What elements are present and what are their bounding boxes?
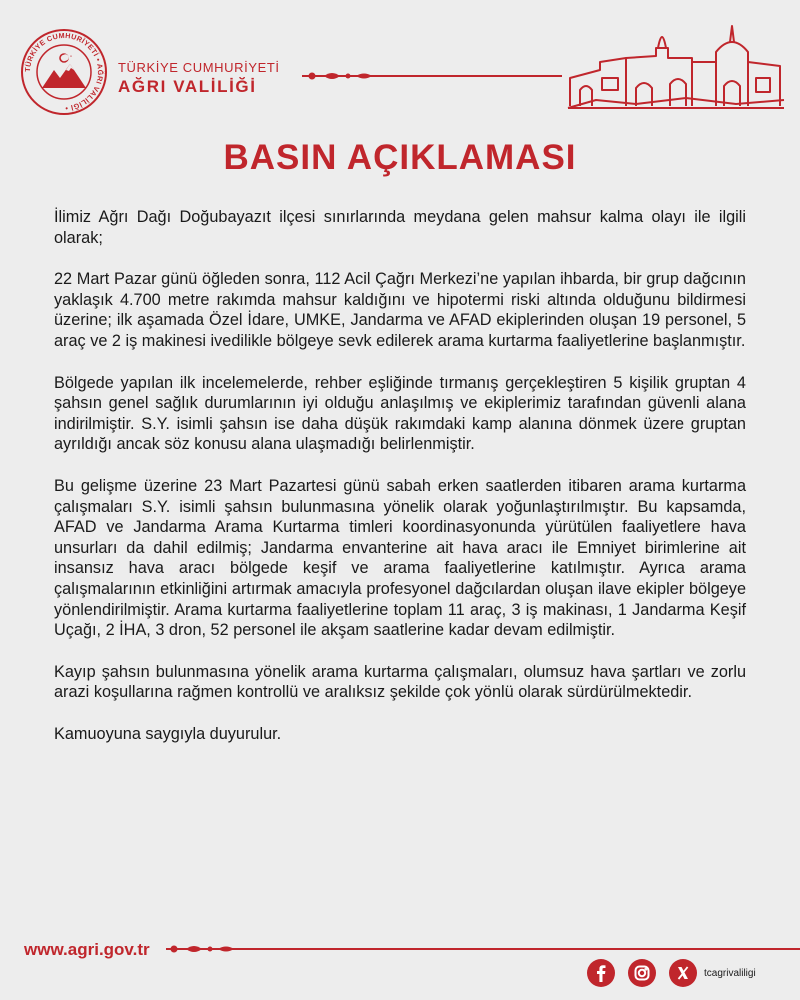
paragraph-incident-report: 22 Mart Pazar günü öğleden sonra, 112 Acil Çağrı Merkezi’ne yapılan ihbarda, bir grup dağcının yaklaşık 4.700 metre rakımda mahsur kaldığını ve hipotermi riski altında olduğunu bildirmesi üzerine; ilk aşamada Özel İdare, UMKE, Jandarma ve AFAD ekiplerinden oluşan 19 personel, 5 araç ve 2 iş makinesi ivedilikle bölgeye sevk edilerek arama kurtarma faaliyetlerine başlanmıştır. (54, 270, 746, 350)
ishak-pasha-palace-illustration (566, 18, 788, 112)
header-ornament-line (302, 66, 562, 86)
paragraph-closing: Kamuoyuna saygıyla duyurulur. (54, 724, 282, 743)
organization-name (118, 60, 280, 97)
footer (0, 930, 800, 1000)
social-handle: tcagrivaliligi (704, 968, 756, 979)
letterhead (0, 0, 800, 125)
footer-ornament-line (166, 939, 800, 959)
paragraph-initial-findings: Bölgede yapılan ilk incelemelerde, rehber eşliğinde tırmanış gerçekleştiren 5 kişilik gruptan 4 şahsın genel sağlık durumlarının iyi olduğu anlaşılmış ve ekiplerimiz tarafından güvenli alana indirilmiştir. S.Y. isimli şahsın ise daha düşük rakımdaki kamp alanına dönmek üzere gruptan ayrıldığı ancak söz konusu alana ulaşmadığı belirlenmiştir. (54, 373, 746, 454)
svg-text:TÜRKİYE CUMHURİYETİ • AĞRI VAL: TÜRKİYE CUMHURİYETİ • AĞRI VALİLİĞİ • (22, 30, 106, 114)
instagram-icon[interactable] (628, 959, 656, 987)
document-title: BASIN AÇIKLAMASI (223, 138, 577, 177)
press-release-body (54, 207, 746, 765)
paragraph-intro: İlimiz Ağrı Dağı Doğubayazıt ilçesi sınırlarında meydana gelen mahsur kalma olayı ile ilgili olarak; (54, 208, 746, 247)
website-link[interactable]: www.agri.gov.tr (24, 940, 150, 959)
governorship-seal (20, 28, 108, 116)
org-line-country: TÜRKİYE CUMHURİYETİ (118, 60, 280, 75)
facebook-icon[interactable] (587, 959, 615, 987)
x-icon[interactable] (669, 959, 697, 987)
paragraph-ongoing-search: Kayıp şahsın bulunmasına yönelik arama kurtarma çalışmaları, olumsuz hava şartları ve zorlu arazi koşullarına rağmen kontrollü ve aralıksız şekilde çok yönlü olarak sürdürülmektedir. (54, 662, 746, 702)
paragraph-search-operations: Bu gelişme üzerine 23 Mart Pazartesi günü sabah erken saatlerden itibaren arama kurtarma çalışmaları S.Y. isimli şahsın bulunmasına yönelik olarak yoğunlaştırılmıştır. Bu kapsamda, AFAD ve Jandarma Arama Kurtarma timleri koordinasyonunda yürütülen faaliyetlere hava unsurları da dahil edilmiş; Jandarma envanterine ait hava aracı ile Emniyet birimlerine ait insansız hava aracı bölgede keşif ve arama faaliyetlerine katılmıştır. Ayrıca arama çalışmalarının etkinliğini artırmak amacıyla profesyonel dağcılardan oluşan ilave ekipler bölgeye yönlendirilmiştir. Arama kurtarma faaliyetlerine toplam 11 araç, 3 iş makinası, 1 Jandarma Keşif Uçağı, 2 İHA, 3 dron, 52 personel ile akşam saatlerine kadar devam edilmiştir. (54, 476, 746, 640)
org-line-governorship: AĞRI VALİLİĞİ (118, 77, 257, 96)
